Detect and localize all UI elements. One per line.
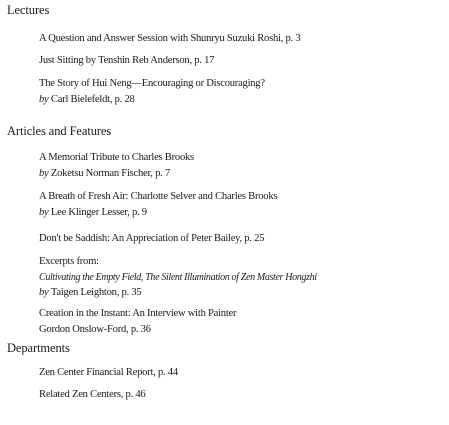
toc-entry-dont-be-saddish: [39, 231, 264, 247]
entry-author: Lee Klinger Lesser, p. 9: [50, 206, 147, 218]
toc-entry-financial-report: [39, 365, 178, 381]
entry-title: Zen Center Financial Report, p. 44: [39, 367, 178, 378]
toc-entry-breath-of-fresh-air: [39, 189, 277, 220]
entry-title: Related Zen Centers, p. 46: [39, 389, 146, 400]
toc-entry-related-zen-centers: [39, 387, 145, 403]
toc-entry-suzuki-qa: [39, 31, 300, 47]
entry-title-continued: Gordon Onslow-Ford, p. 36: [39, 323, 151, 335]
entry-author: Taigen Leighton, p. 35: [50, 287, 142, 298]
toc-entry-excerpts-hongzhi: [39, 254, 317, 301]
entry-work-title: Cultivating the Empty Field, The Silent Illumination of Zen Master Hongzhi: [39, 271, 317, 283]
entry-title: Just Sitting by Tenshin Reb Anderson, p. 17: [39, 55, 215, 66]
entry-author-line: [39, 166, 194, 182]
entry-author: Zoketsu Norman Fischer, p. 7: [50, 167, 170, 179]
entry-title: A Memorial Tribute to Charles Brooks: [39, 152, 194, 163]
entry-title: Excerpts from:: [39, 256, 99, 267]
section-heading-departments: Departments: [7, 341, 70, 355]
toc-entry-hui-neng: [39, 76, 265, 107]
toc-entry-creation-in-the-instant: [39, 306, 236, 337]
section-heading-articles: Articles and Features: [7, 124, 112, 138]
entry-title: The Story of Hui Neng—Encouraging or Discouraging?: [39, 78, 265, 89]
toc-entry-just-sitting: [39, 53, 214, 69]
entry-title: A Breath of Fresh Air: Charlotte Selver and Charles Brooks: [39, 191, 278, 202]
entry-by: by: [39, 93, 49, 105]
entry-title: A Question and Answer Session with Shunryu Suzuki Roshi, p. 3: [39, 33, 301, 44]
entry-by: by: [39, 167, 49, 179]
entry-author-line: [39, 285, 317, 301]
section-heading-lectures: Lectures: [7, 3, 50, 17]
entry-by: by: [39, 206, 49, 218]
entry-title: Don't be Saddish: An Appreciation of Peter Bailey, p. 25: [39, 233, 265, 244]
entry-author: Carl Bielefeldt, p. 28: [50, 93, 135, 105]
toc-entry-memorial-tribute: [39, 150, 194, 181]
entry-author-line: [39, 92, 265, 108]
entry-title: Creation in the Instant: An Interview with Painter: [39, 308, 237, 319]
entry-by: by: [39, 287, 49, 298]
entry-author-line: [39, 205, 277, 221]
